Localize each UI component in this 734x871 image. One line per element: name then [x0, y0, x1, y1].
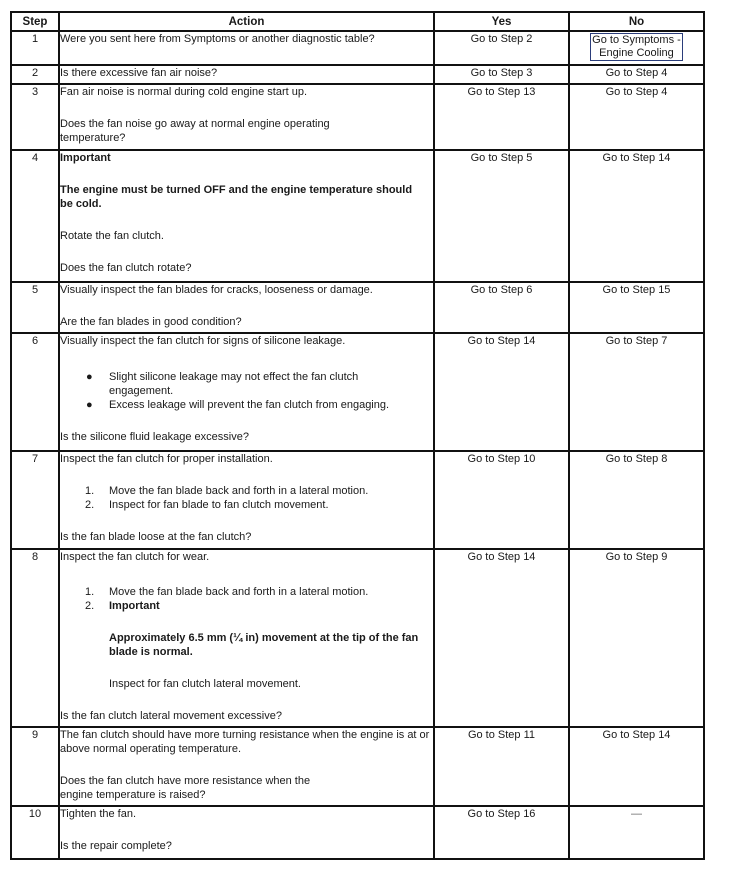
bullet-icon: ●	[86, 371, 93, 383]
yes-cell: Go to Step 13	[434, 84, 569, 150]
bullet-list	[60, 370, 433, 412]
table-header-row	[11, 12, 704, 31]
action-cell	[59, 806, 434, 859]
numbered-item: 1. Move the fan blade back and forth in a lateral motion.	[85, 485, 369, 497]
table-row-step-1	[11, 31, 704, 65]
header-action: Action	[59, 12, 434, 31]
action-text: Is there excessive fan air noise?	[60, 67, 218, 79]
action-text: Fan air noise is normal during cold engine start up.	[60, 86, 308, 98]
action-cell	[59, 451, 434, 549]
action-text: Were you sent here from Symptoms or another diagnostic table?	[60, 33, 375, 45]
diagnostic-table	[10, 11, 705, 860]
table-row-step-2	[11, 65, 704, 84]
table-row-step-4	[11, 150, 704, 282]
important-text: Approximately 6.5 mm (¼ in) movement at the tip of the fan blade is normal.	[109, 632, 419, 658]
header-no: No	[569, 12, 704, 31]
header-yes: Yes	[434, 12, 569, 31]
table-row-step-3	[11, 84, 704, 150]
important-label: Important	[60, 152, 111, 164]
step-number: 5	[11, 282, 59, 333]
link-line-2: Engine Cooling	[599, 47, 674, 59]
action-cell	[59, 84, 434, 150]
action-cell	[59, 282, 434, 333]
table-row-step-9	[11, 727, 704, 806]
action-cell	[59, 549, 434, 727]
action-cell	[59, 727, 434, 806]
no-cell: Go to Step 9	[569, 549, 704, 727]
action-text: Tighten the fan.	[60, 808, 137, 820]
question-text: Does the fan clutch have more resistance when the engine temperature is raised?	[60, 775, 311, 801]
yes-cell: Go to Step 10	[434, 451, 569, 549]
action-cell	[59, 31, 434, 65]
bullet-icon: ●	[86, 399, 93, 411]
header-step: Step	[11, 12, 59, 31]
important-text: The engine must be turned OFF and the engine temperature should be cold.	[60, 184, 413, 210]
yes-cell: Go to Step 6	[434, 282, 569, 333]
numbered-item: 2. Inspect for fan blade to fan clutch movement.	[85, 499, 329, 511]
question-text: Is the repair complete?	[60, 840, 172, 852]
numbered-item: 2. Important	[85, 600, 160, 612]
bullet-item: ● Slight silicone leakage may not effect the fan clutch engagement.	[86, 371, 359, 397]
no-cell: Go to Step 14	[569, 727, 704, 806]
table-row-step-6	[11, 333, 704, 451]
table-row-step-5	[11, 282, 704, 333]
question-text: Is the fan clutch lateral movement excessive?	[60, 710, 282, 722]
step-number: 6	[11, 333, 59, 451]
action-text: Rotate the fan clutch.	[60, 230, 164, 242]
question-text: Does the fan clutch rotate?	[60, 262, 192, 274]
table-row-step-7	[11, 451, 704, 549]
question-text: Are the fan blades in good condition?	[60, 316, 242, 328]
action-text: Visually inspect the fan blades for cracks, looseness or damage.	[60, 284, 373, 296]
yes-cell: Go to Step 14	[434, 549, 569, 727]
link-line-1: Go to Symptoms -	[592, 34, 681, 46]
action-text: Inspect the fan clutch for proper installation.	[60, 453, 273, 465]
action-cell	[59, 150, 434, 282]
question-text: Is the fan blade loose at the fan clutch?	[60, 531, 252, 543]
no-cell: Go to Step 7	[569, 333, 704, 451]
step-number: 9	[11, 727, 59, 806]
bullet-item: ● Excess leakage will prevent the fan clutch from engaging.	[86, 399, 390, 411]
action-cell	[59, 65, 434, 84]
yes-cell: Go to Step 2	[434, 31, 569, 65]
no-cell: Go to Step 4	[569, 65, 704, 84]
yes-cell: Go to Step 3	[434, 65, 569, 84]
step-number: 8	[11, 549, 59, 727]
question-text: Does the fan noise go away at normal engine operating temperature?	[60, 118, 330, 144]
action-text: Inspect the fan clutch for wear.	[60, 551, 210, 563]
sub-text: Inspect for fan clutch lateral movement.	[109, 678, 301, 690]
step-number: 1	[11, 31, 59, 65]
action-cell	[59, 333, 434, 451]
numbered-list	[60, 585, 433, 613]
yes-cell: Go to Step 11	[434, 727, 569, 806]
numbered-item: 1. Move the fan blade back and forth in a lateral motion.	[85, 586, 369, 598]
yes-cell: Go to Step 14	[434, 333, 569, 451]
question-text: Is the silicone fluid leakage excessive?	[60, 431, 249, 443]
no-cell	[569, 31, 704, 65]
step-number: 3	[11, 84, 59, 150]
table-row-step-8	[11, 549, 704, 727]
step-number: 10	[11, 806, 59, 859]
no-cell: Go to Step 4	[569, 84, 704, 150]
action-text: The fan clutch should have more turning resistance when the engine is at or above normal operating temperature.	[60, 729, 430, 755]
numbered-list	[60, 484, 433, 512]
no-cell: Go to Step 14	[569, 150, 704, 282]
yes-cell: Go to Step 16	[434, 806, 569, 859]
yes-cell: Go to Step 5	[434, 150, 569, 282]
symptoms-engine-cooling-link[interactable]	[590, 33, 683, 61]
step-number: 7	[11, 451, 59, 549]
step-number: 2	[11, 65, 59, 84]
no-cell: Go to Step 15	[569, 282, 704, 333]
no-cell: Go to Step 8	[569, 451, 704, 549]
action-text: Visually inspect the fan clutch for signs of silicone leakage.	[60, 335, 346, 347]
table-row-step-10	[11, 806, 704, 859]
no-cell: —	[569, 806, 704, 859]
step-number: 4	[11, 150, 59, 282]
